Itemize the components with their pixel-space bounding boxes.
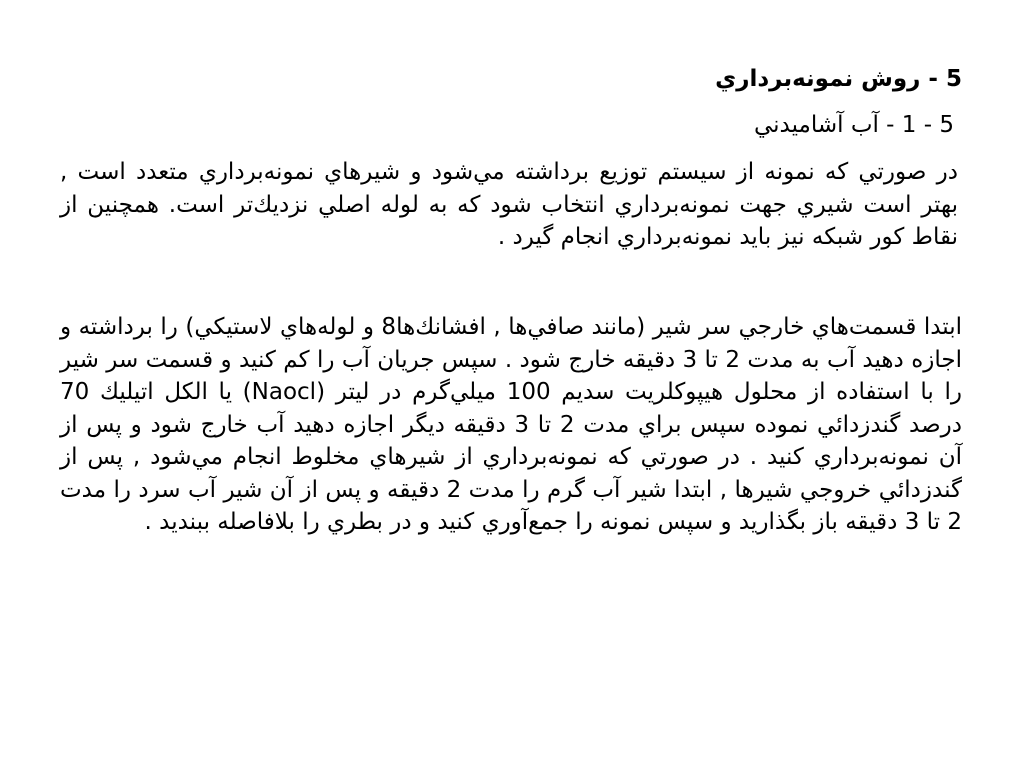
paragraph-sampling-procedure: ابتدا قسمت‌هاي خارجي سر شير (مانند صافي‌ها , افشانك‌ها8 و لوله‌هاي لاستيكي) را برداشته و اجازه دهيد آب به مدت 2 تا 3 دقيقه خارج شود . سپس جريان آب را كم كنيد و قسمت سر شير را با استفاده از محلول هيپوكلريت سديم 100 ميلي‌گرم در ليتر (Naocl) يا الكل اتيليك 70 درصد گندزدائي نموده سپس براي مدت 2 تا 3 دقيقه ديگر اجازه دهيد آب خارج شود و پس از آن نمونه‌برداري كنيد . در صورتي كه نمونه‌برداري از شيرهاي مخلوط انجام مي‌شود , پس از گندزدائي خروجي شيرها , ابتدا شير آب گرم را مدت 2 دقيقه و پس از آن شير آب سرد را مدت 2 تا 3 دقيقه باز بگذاريد و سپس نمونه را جمع‌آوري كنيد و در بطري را بلافاصله ببنديد .	[60, 314, 963, 535]
section-subheading: 5 - 1 - آب آشاميدني	[753, 112, 954, 138]
section-heading: 5 - روش نمونه‌برداري	[715, 66, 962, 92]
paragraph-sampling-point: در صورتي كه نمونه از سيستم توزيع برداشته مي‌شود و شيرهاي نمونه‌برداري متعدد است , بهتر است شيري جهت نمونه‌برداري انتخاب شود كه به لوله اصلي نزديك‌تر است. همچنين از نقاط كور شبكه نيز بايد نمونه‌برداري انجام گيرد .	[60, 159, 958, 250]
